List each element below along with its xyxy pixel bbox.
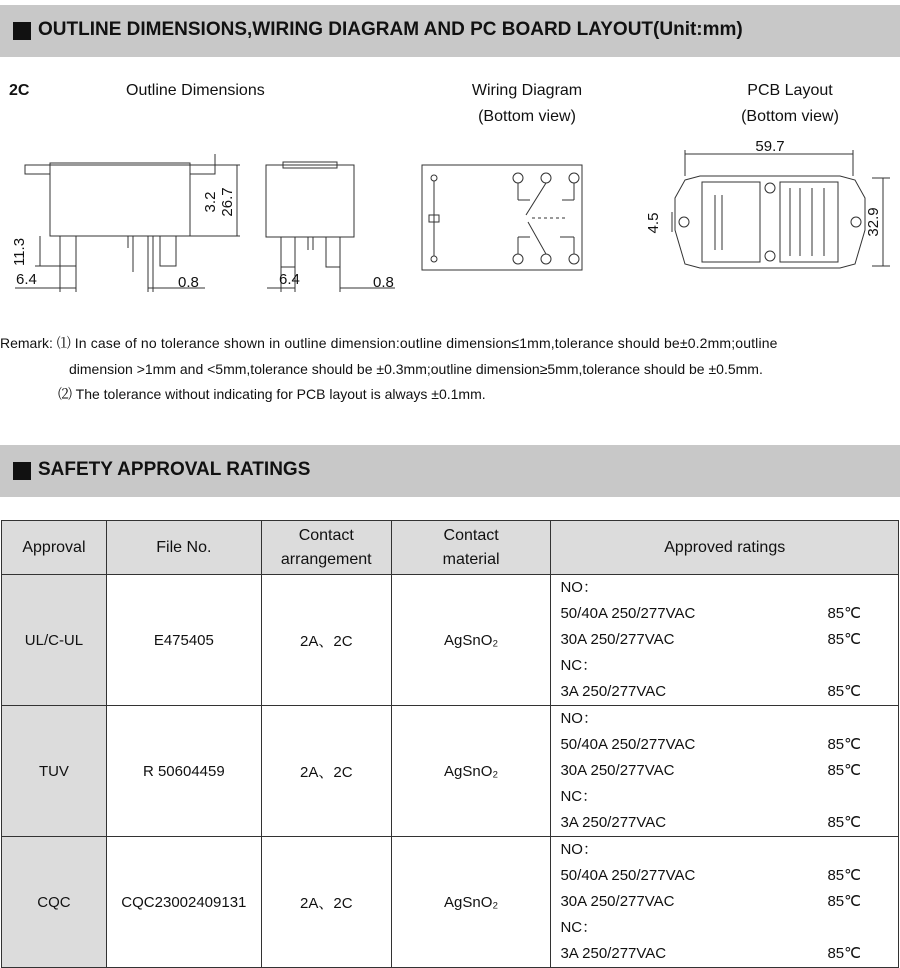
rating-text: 30A 250/277VAC [560, 762, 675, 779]
dim-side-w2: 0.8 [373, 274, 394, 291]
rating-temperature: 85℃ [827, 605, 861, 622]
model-label: 2C [9, 82, 30, 99]
section-header-safety [0, 445, 900, 497]
rating-text: 50/40A 250/277VAC [560, 605, 696, 622]
wiring-diagram [420, 160, 585, 275]
dim-front-pin-h: 11.3 [11, 237, 28, 267]
remark-text-3: The tolerance without indicating for PCB layout is always ±0.1mm. [75, 386, 486, 402]
contact-arrangement-cell: 2A、2C [261, 575, 391, 706]
outline-side-drawing [255, 140, 405, 300]
rating-text: NO： [560, 841, 598, 858]
remark-line-1 [0, 330, 778, 356]
rating-temperature: 85℃ [827, 893, 861, 910]
rating-temperature: 85℃ [827, 631, 861, 648]
rating-line [560, 679, 898, 705]
rating-line [560, 810, 898, 836]
file-no-cell: E475405 [106, 575, 261, 706]
wiring-diagram-label: Wiring Diagram [471, 82, 583, 99]
table-row [2, 575, 899, 706]
rating-line [560, 627, 898, 653]
table-row [2, 837, 899, 968]
rating-text: NC： [560, 657, 598, 674]
rating-line [560, 575, 898, 601]
pcb-layout-label: PCB Layout [747, 82, 833, 99]
rating-text: 30A 250/277VAC [560, 631, 675, 648]
approval-table [1, 520, 899, 968]
rating-temperature: 85℃ [827, 814, 861, 831]
header-approved-ratings: Approved ratings [551, 521, 899, 575]
rating-line [560, 837, 898, 863]
contact-arrangement-cell: 2A、2C [261, 837, 391, 968]
section-header-outline [0, 5, 900, 57]
rating-text: NO： [560, 579, 598, 596]
section-title: OUTLINE DIMENSIONS,WIRING DIAGRAM AND PC BOARD LAYOUT(Unit:mm) [38, 19, 743, 40]
dim-pcb-height: 32.9 [865, 207, 882, 237]
approval-cell: TUV [2, 706, 107, 837]
dim-side-w1: 6.4 [279, 271, 300, 288]
rating-line [560, 732, 898, 758]
approved-ratings-cell [551, 706, 899, 837]
rating-temperature: 85℃ [827, 736, 861, 753]
dim-front-w2: 0.8 [178, 274, 199, 291]
rating-line [560, 653, 898, 679]
remark-number-2: ⑵ [58, 386, 72, 402]
wiring-view-label: (Bottom view) [478, 108, 576, 125]
rating-line [560, 706, 898, 732]
rating-text: 3A 250/277VAC [560, 814, 667, 831]
header-square-icon [13, 22, 31, 40]
dim-pcb-hole: 4.5 [645, 212, 662, 234]
outline-dimensions-label: Outline Dimensions [126, 82, 265, 99]
rating-temperature: 85℃ [827, 762, 861, 779]
dim-front-h2: 26.7 [219, 187, 236, 217]
rating-temperature: 85℃ [827, 867, 861, 884]
rating-text: NO： [560, 710, 598, 727]
rating-text: 3A 250/277VAC [560, 945, 667, 962]
rating-line [560, 758, 898, 784]
file-no-cell: CQC23002409131 [106, 837, 261, 968]
file-no-cell: R 50604459 [106, 706, 261, 837]
rating-line [560, 863, 898, 889]
header-approval: Approval [2, 521, 107, 575]
approval-cell: CQC [2, 837, 107, 968]
remark-text-1: In case of no tolerance shown in outline dimension:outline dimension≤1mm,tolerance should be±0.2mm;outline [74, 335, 778, 351]
rating-text: 3A 250/277VAC [560, 683, 667, 700]
remark-text-2: dimension >1mm and <5mm,tolerance should be ±0.3mm;outline dimension≥5mm,tolerance should be ±0.5mm. [69, 361, 763, 377]
rating-temperature: 85℃ [827, 683, 861, 700]
dim-pcb-width: 59.7 [755, 138, 785, 155]
rating-text: 30A 250/277VAC [560, 893, 675, 910]
rating-temperature: 85℃ [827, 945, 861, 962]
table-header-row [2, 521, 899, 575]
header-contact-material: Contact material [391, 521, 551, 575]
pcb-layout-drawing [640, 140, 900, 280]
approved-ratings-cell [551, 837, 899, 968]
header-file-no: File No. [106, 521, 261, 575]
remark-lead: Remark: [0, 335, 53, 351]
rating-text: 50/40A 250/277VAC [560, 736, 696, 753]
contact-material-cell: AgSnO₂ [391, 837, 551, 968]
outline-front-drawing [0, 140, 250, 300]
dim-front-h1: 3.2 [202, 191, 219, 213]
remark-line-3 [58, 381, 486, 407]
contact-material-cell: AgSnO₂ [391, 706, 551, 837]
approval-cell: UL/C-UL [2, 575, 107, 706]
section-title: SAFETY APPROVAL RATINGS [38, 459, 311, 480]
rating-text: NC： [560, 788, 598, 805]
rating-text: NC： [560, 919, 598, 936]
header-square-icon [13, 462, 31, 480]
pcb-view-label: (Bottom view) [741, 108, 839, 125]
table-row [2, 706, 899, 837]
approved-ratings-cell [551, 575, 899, 706]
header-contact-arrangement: Contact arrangement [261, 521, 391, 575]
remark-number-1: ⑴ [56, 335, 71, 351]
dim-front-w1: 6.4 [16, 271, 37, 288]
rating-line [560, 784, 898, 810]
rating-line [560, 601, 898, 627]
contact-arrangement-cell: 2A、2C [261, 706, 391, 837]
rating-line [560, 889, 898, 915]
rating-line [560, 915, 898, 941]
rating-line [560, 941, 898, 967]
contact-material-cell: AgSnO₂ [391, 575, 551, 706]
rating-text: 50/40A 250/277VAC [560, 867, 696, 884]
